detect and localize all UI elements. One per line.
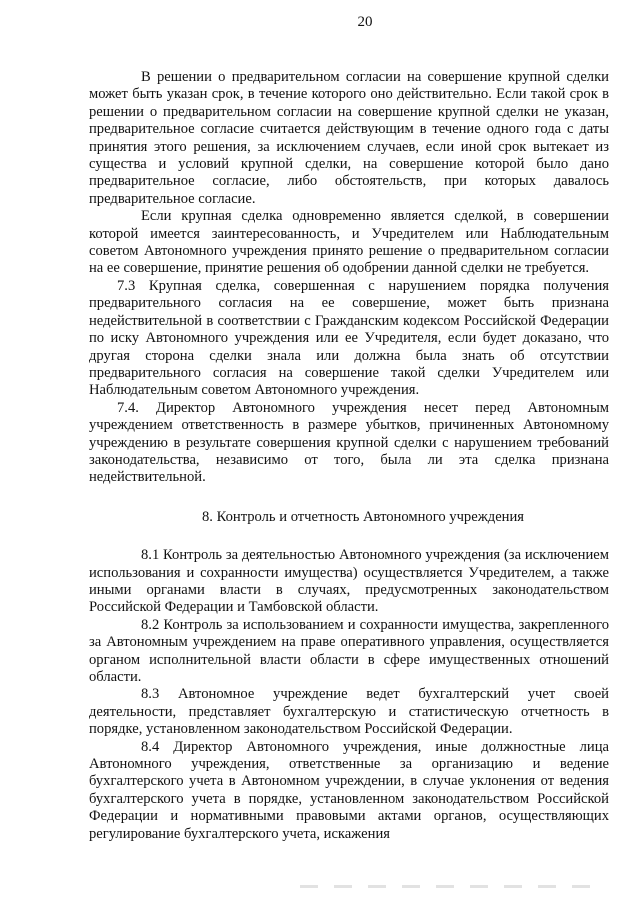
section-heading-8: 8. Контроль и отчетность Автономного учреждения [201, 508, 525, 525]
paragraph-7-3: 7.3 Крупная сделка, совершенная с нарушением порядка получения предварительного согласия на ее совершение, может быть признана недействительной в соответствии с Гражданским кодексом Российской Федерации по иску Автономного учреждения или ее Учредителя, если будет доказано, что другая сторона сделки знала или должна была знать об отсутствии предварительного согласия на совершение такой сделки Учредителем или Наблюдательным советом Автономного учреждения. [89, 277, 609, 399]
paragraph-8-3: 8.3 Автономное учреждение ведет бухгалтерский учет своей деятельности, представляет бухгалтерскую и статистическую отчетность в порядке, установленном законодательством Российской Федерации. [89, 686, 609, 738]
paragraph-8-1: 8.1 Контроль за деятельностью Автономного учреждения (за исключением использования и сохранности имущества) осуществляется Учредителем, а также иными органами власти в случаях, предусмотренных законодательством Российской Федерации и Тамбовской области. [89, 547, 609, 616]
paragraph-8-4: 8.4 Директор Автономного учреждения, иные должностные лица Автономного учреждения, ответственные за организацию и ведение бухгалтерского учета в Автономном учреждении, в случае уклонения от ведения бухгалтерского учета в порядке, установленном законодательством Российской Федерации и нормативными правовыми актами органов, осуществляющих регулирование бухгалтерского учета, искажения [89, 738, 609, 842]
paragraph-8-2: 8.2 Контроль за использованием и сохранности имущества, закрепленного за Автономным учреждением на праве оперативного управления, осуществляется органом исполнительной власти области в сфере имущественных отношений области. [89, 616, 609, 685]
page-number: 20 [357, 14, 373, 30]
paragraph-interested-party-deal: Если крупная сделка одновременно является сделкой, в совершении которой имеется заинтересованность, и Учредителем или Наблюдательным советом Автономного учреждения принято решение о предварительном согласии на ее совершение, принятие решения об одобрении данной сделки не требуется. [89, 208, 609, 277]
paragraph-preliminary-consent-term: В решении о предварительном согласии на совершение крупной сделки может быть указан срок, в течение которого оно действительно. Если такой срок в решении о предварительном согласии на совершение крупной сделки не указан, предварительное согласие считается действующим в течение одного года с даты принятия этого решения, за исключением случаев, если иной срок вытекает из существа и условий крупной сделки, на совершение которой было дано предварительное согласие, либо обстоятельств, при которых давалось предварительное согласие. [89, 69, 609, 207]
paragraph-7-4: 7.4. Директор Автономного учреждения несет перед Автономным учреждением ответственность в размере убытков, причиненных Автономному учреждению в результате совершения крупной сделки с нарушением требований законодательства, независимо от того, была ли эта сделка признана недействительной. [89, 399, 609, 486]
scan-artifact [300, 885, 600, 888]
